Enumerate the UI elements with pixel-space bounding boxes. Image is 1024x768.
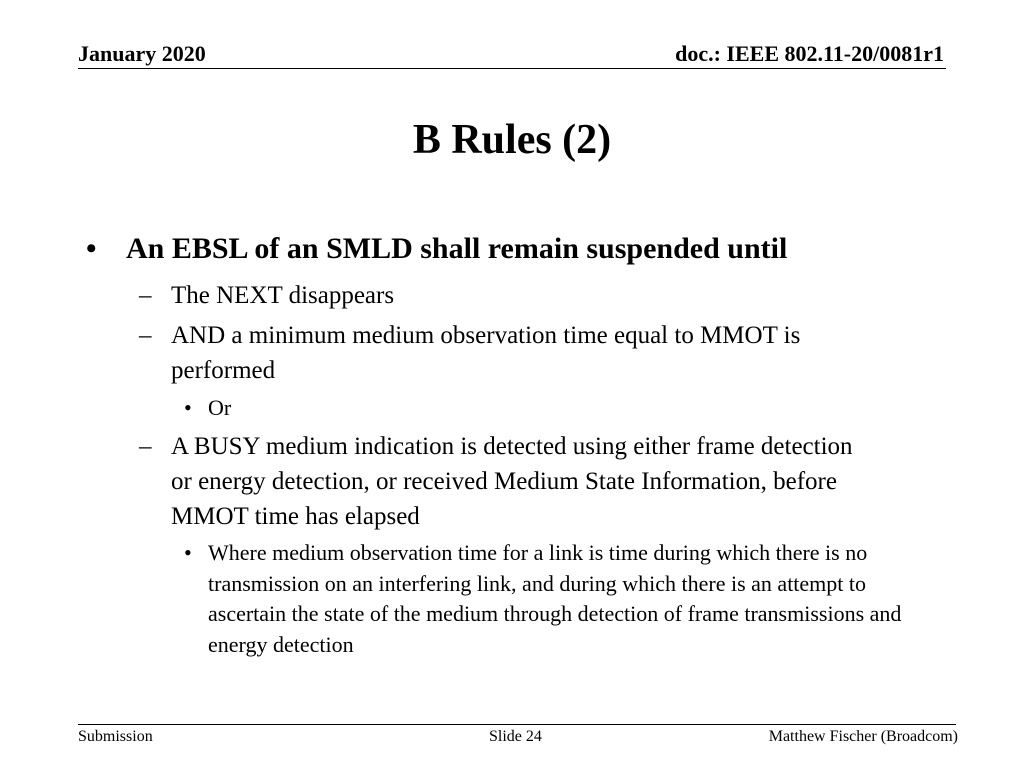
bullet-dot-icon: • (184, 540, 192, 565)
sub-bullet-mmot-performed (139, 318, 901, 388)
point-text: Or (208, 395, 232, 420)
sub-bullet-text: The NEXT disappears (171, 282, 395, 309)
sub-bullet-next-disappears (139, 278, 931, 313)
bullet-main (86, 231, 916, 267)
dash-icon: – (139, 282, 152, 309)
footer-divider (78, 724, 956, 725)
slide-title: B Rules (2) (412, 117, 612, 163)
sub-bullet-busy-medium (139, 429, 861, 534)
footer-slide-number: Slide 24 (489, 728, 542, 745)
point-text: Where medium observation time for a link is time during which there is no transmission on an interfering link, and during which there is an attempt to ascertain the state of the medium through detection of frame transmissions and energy detection (208, 540, 902, 657)
point-or (184, 393, 953, 424)
bullet-dot-icon: • (184, 395, 192, 420)
header-divider (78, 68, 946, 69)
header-date: January 2020 (78, 41, 206, 66)
footer-submission: Submission (78, 728, 153, 745)
dash-icon: – (139, 433, 152, 460)
header-doc-id: doc.: IEEE 802.11-20/0081r1 (675, 41, 944, 66)
sub-bullet-text: AND a minimum medium observation time equal to MMOT is performed (171, 322, 801, 384)
footer-author: Matthew Fischer (Broadcom) (768, 728, 958, 745)
dash-icon: – (139, 322, 152, 349)
point-observation-definition (184, 538, 943, 660)
sub-bullet-text: A BUSY medium indication is detected using either frame detection or energy detection, or received Medium State Information, before MMOT time has elapsed (171, 433, 853, 530)
bullet-dot-icon: • (86, 232, 97, 265)
bullet-main-text: An EBSL of an SMLD shall remain suspended until (126, 232, 788, 265)
